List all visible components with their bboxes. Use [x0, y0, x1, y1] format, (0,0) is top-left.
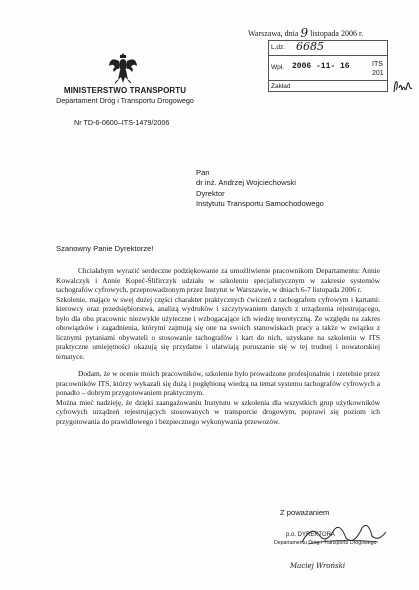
addressee-line: Dyrektor: [196, 188, 225, 198]
signatory-title: p.o. DYREKTORA: [286, 532, 335, 538]
dateline: [248, 25, 363, 39]
handwritten-initials-icon: [392, 78, 414, 94]
ministry-header: [40, 86, 210, 105]
eagle-emblem-icon: [108, 50, 138, 86]
addressee-line: dr inż. Andrzej Wojciechowski: [196, 178, 296, 188]
dateline-day: 9: [300, 26, 309, 40]
signature-block: [268, 526, 398, 566]
ministry-name: MINISTERSTWO TRANSPORTU: [63, 86, 187, 95]
salutation: Szanowny Panie Dyrektorze!: [56, 244, 154, 253]
stamp-zaklad-label: Zakład: [271, 83, 291, 90]
reference-number: Nr TD-6-0600–ITS-1479/2006: [74, 118, 170, 127]
body-paragraph: Dodam, że w ocenie moich pracowników, szkolenie było prowadzone profesjonalnie i rzetelnie przez pracowników ITS, którzy wykazali się dużą i pogłębioną wiedzą na temat systemu tachografów cyfrowych a ponadto – dobrym przygotowaniem praktycznym.: [56, 369, 380, 397]
body-paragraph: Można mieć nadzieję, że dzięki zaangażowaniu Instytutu w szkolenia dla wszystkich grup użytkowników cyfrowych urządzeń rejestrujących stosowanych w transporcie drogowym, poprawi się poziom ich przygotowania do prawidłowego i bezpiecznego wykonywania przewozów.: [56, 397, 380, 426]
stamp-wpl-label: Wpł.: [271, 64, 284, 71]
body-paragraph: Szkolenie, mające w swej dużej części charakter praktycznych ćwiczeń z tachografem cyfrowym i kartami: kierowcy oraz przedsiębiorstwa, analizą wydruków i szczytywaniem danych z urządzenia rejestrującego, było dla obu pracownic niezwykle użyteczne i wzbogacające ich wiedzę teoretyczną. Ze względu na zakres obowiązków i zagadnienia, którymi zajmują się one na swoich stanowiskach pracy a także w związku z licznymi pytaniami obywateli o stosowanie tachografów i kart do nich, uzyskane na szkoleniu w ITS praktyczne umiejętności okazują się przydatne i ułatwiają poruszanie się w tej trudnej i nowatorskiej tematyce.: [56, 294, 380, 361]
closing-regards: Z poważaniem: [280, 508, 330, 517]
stamp-date-value: 2006 -11- 16: [292, 62, 350, 71]
registration-stamp: [268, 40, 388, 92]
addressee-block: [196, 168, 324, 210]
dateline-prefix: Warszawa, dnia: [248, 29, 299, 38]
stamp-its-label: ITS: [372, 61, 383, 68]
department-name: Departament Dróg i Transportu Drogowego: [56, 96, 194, 105]
stamp-ldz-value: 6685: [296, 40, 324, 53]
addressee-line: Pan: [196, 168, 210, 177]
stamp-ldz-label: L.dz.: [271, 44, 286, 51]
addressee-line: Instytutu Transportu Samochodowego: [196, 199, 324, 209]
signer-name: Maciej Wroński: [290, 562, 346, 570]
letter-body: [56, 266, 380, 426]
stamp-its-value: 201: [372, 70, 384, 77]
department-stamp-line: Departamentu Dróg i Transportu Drogowego: [274, 540, 377, 546]
dateline-suffix: listopada 2006 r.: [310, 29, 364, 38]
body-paragraph: Chciałabym wyrazić serdeczne podziękowanie za umożliwienie pracownikom Departamentu: Annie Kowalczyk i Annie Kopeć-Ślifirczyk udziału w szkoleniu specjalistycznym w zakresie systemów tachografów cyfrowych, przeprowadzonym przez Instytut w Warszawie, w dniach 6-7 listopada 2006 r.: [56, 266, 380, 294]
